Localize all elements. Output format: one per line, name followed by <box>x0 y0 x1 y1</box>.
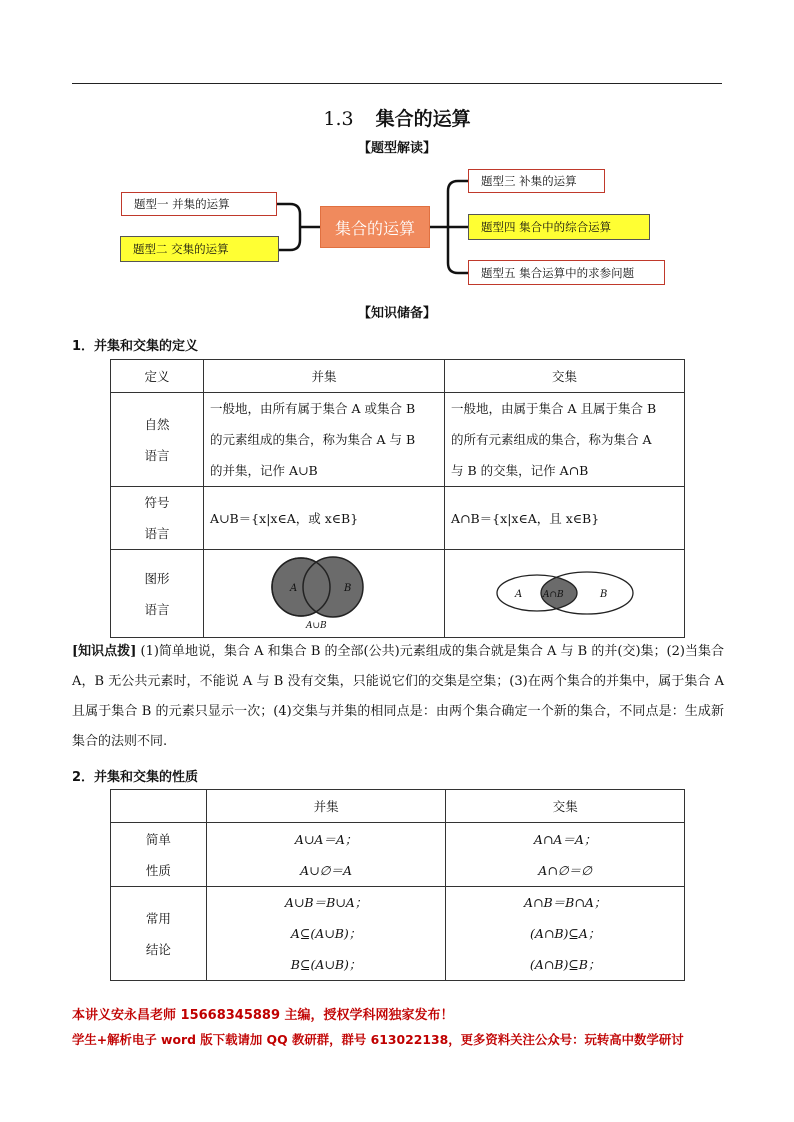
props-header-intersection: 交集 <box>446 790 685 823</box>
props-header-union: 并集 <box>206 790 446 823</box>
section2-heading: 2．并集和交集的性质 <box>72 770 199 785</box>
simple-intersection-cell: A∩A＝A； A∩∅＝∅ <box>446 823 685 887</box>
union-venn-cell <box>204 550 445 638</box>
section1-heading: 1．并集和交集的定义 <box>72 339 199 354</box>
row-label-common: 常用 结论 <box>111 887 207 981</box>
row-label-graphic: 图形 语言 <box>111 550 204 638</box>
simple-union-cell: A∪A＝A； A∪∅＝A <box>206 823 446 887</box>
props-header-empty <box>111 790 207 823</box>
mindmap-node-type1: 题型一 并集的运算 <box>121 192 277 216</box>
header-definition: 定义 <box>111 360 204 393</box>
natural-union-cell: 一般地，由所有属于集合 A 或集合 B 的元素组成的集合，称为集合 A 与 B 的并集，记作 A∪B <box>204 393 445 487</box>
header-intersection: 交集 <box>445 360 685 393</box>
promo-line-1: 本讲义安永昌老师 15668345889 主编，授权学科网独家发布！ <box>72 1008 454 1023</box>
intersection-venn-cell <box>445 550 685 638</box>
header-union: 并集 <box>204 360 445 393</box>
definition-table <box>110 359 685 638</box>
mindmap-node-type2: 题型二 交集的运算 <box>120 236 279 262</box>
inter-venn-label-ab: A∩B <box>543 590 564 600</box>
properties-table <box>110 789 685 981</box>
mindmap-node-type5: 题型五 集合运算中的求参问题 <box>468 260 665 285</box>
page-title: 1.3 集合的运算 <box>323 108 471 130</box>
tip-text: (1)简单地说，集合 A 和集合 B 的全部(公共)元素组成的集合就是集合 A 与 B 的并(交)集；(2)当集合 A，B 无公共元素时，不能说 A 与 B 没有交集，只能说它们的交集是空集；(3)在两个集合的并集中，属于集合 A 且属于集合 B 的元素只显示一次；(4)交集与并集的相同点是：由两个集合确定一个新的集合，不同点是：生成新集合的法则不同. <box>72 644 724 749</box>
inter-venn-label-b: B <box>600 589 608 600</box>
common-intersection-cell: A∩B＝B∩A； (A∩B)⊆A； (A∩B)⊆B； <box>446 887 685 981</box>
common-union-cell: A∪B＝B∪A； A⊆(A∪B)； B⊆(A∪B)； <box>206 887 446 981</box>
knowledge-tip <box>72 637 724 757</box>
natural-intersection-cell: 一般地，由属于集合 A 且属于集合 B 的所有元素组成的集合，称为集合 A 与 B 的交集，记作 A∩B <box>445 393 685 487</box>
union-venn-caption: A∪B <box>306 621 327 631</box>
union-venn-label-b: B <box>344 583 352 594</box>
symbol-intersection-cell: A∩B＝{x|x∈A，且 x∈B} <box>445 487 685 550</box>
types-section-label: 【题型解读】 <box>357 141 436 156</box>
tip-label: [知识点拨] <box>72 644 137 659</box>
mindmap-node-type4: 题型四 集合中的综合运算 <box>468 214 650 240</box>
mindmap-center: 集合的运算 <box>320 206 430 248</box>
row-label-simple: 简单 性质 <box>111 823 207 887</box>
union-venn-label-a: A <box>290 583 298 594</box>
symbol-union-cell: A∪B＝{x|x∈A，或 x∈B} <box>204 487 445 550</box>
promo-line-2: 学生+解析电子 word 版下载请加 QQ 教研群，群号 613022138，更多资料关注公众号：玩转高中数学研讨 <box>72 1032 684 1047</box>
inter-venn-label-a: A <box>515 589 523 600</box>
intersection-venn-diagram <box>445 550 684 634</box>
knowledge-section-label: 【知识储备】 <box>357 306 436 321</box>
mindmap-node-type3: 题型三 补集的运算 <box>468 169 605 193</box>
union-venn-diagram <box>204 550 444 634</box>
row-label-natural: 自然 语言 <box>111 393 204 487</box>
row-label-symbol: 符号 语言 <box>111 487 204 550</box>
